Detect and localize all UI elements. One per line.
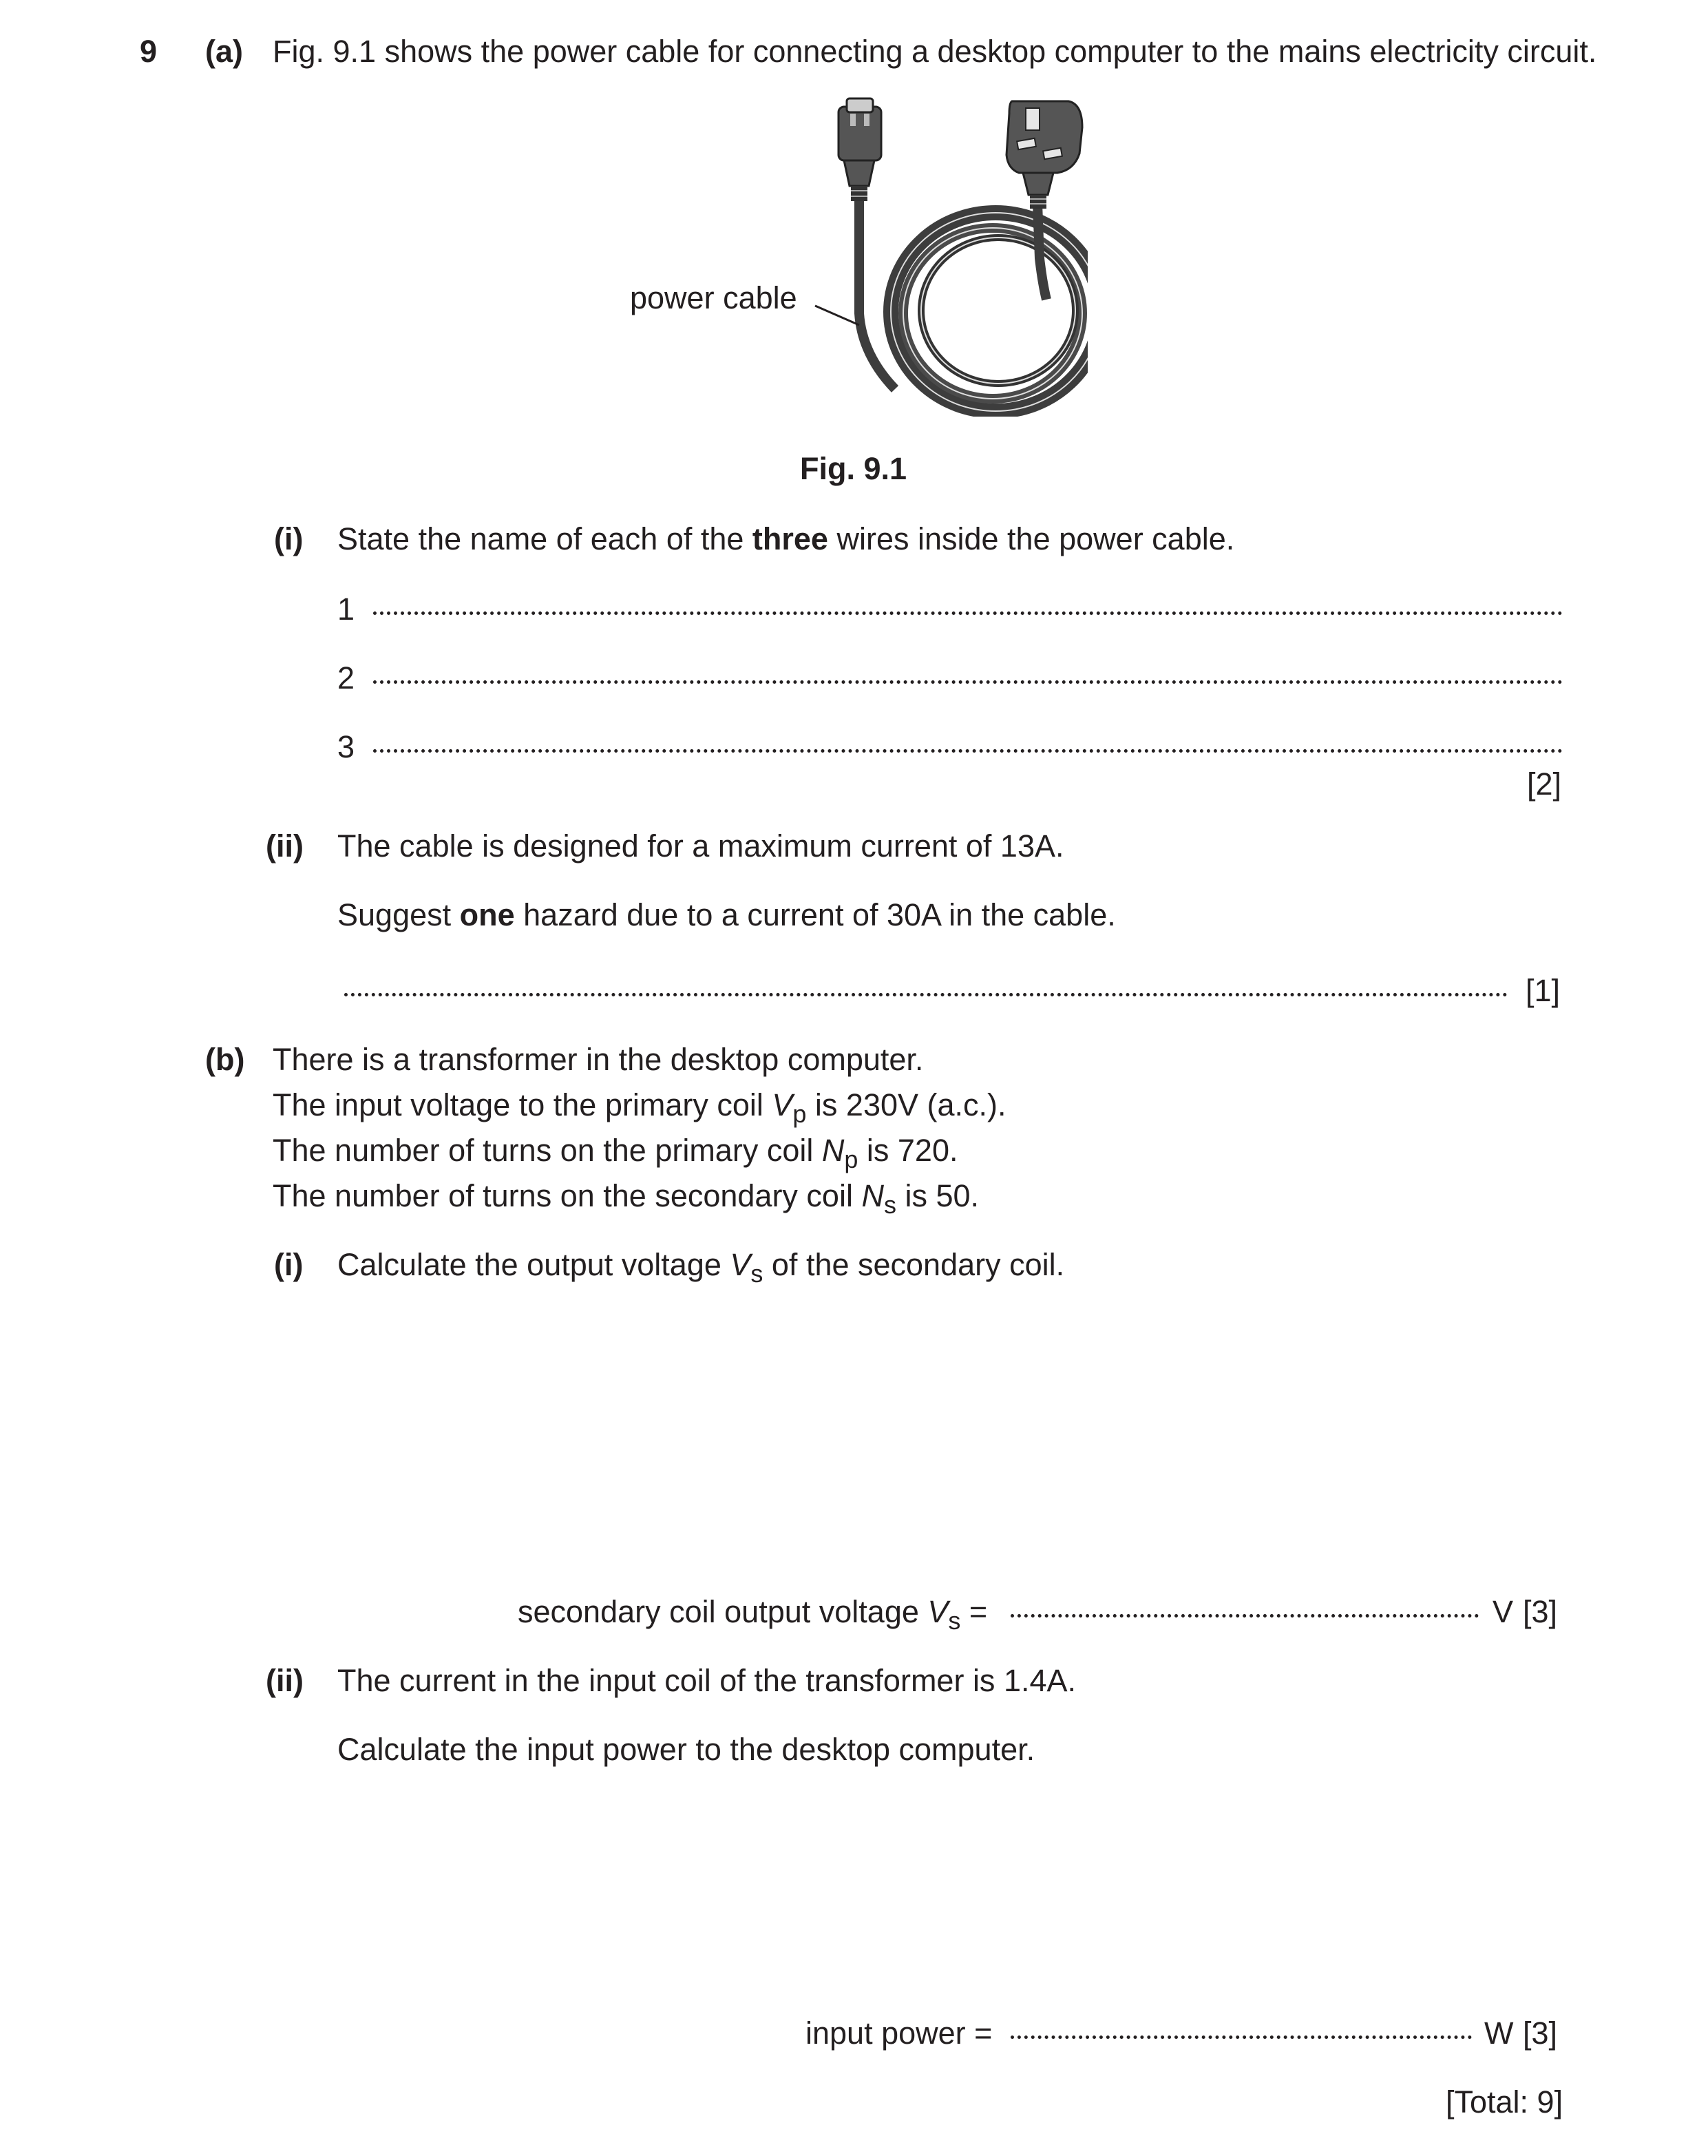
total-marks: [Total: 9] [1446,2084,1563,2120]
working-area-b-i[interactable] [337,1295,1563,1570]
answer-label-output-voltage: secondary coil output voltage $V_s$ = [518,1594,988,1635]
part-a-i-question: State the name of each of the three wires inside the power cable. [337,521,1235,556]
part-b-i-marks: [3] [1523,1594,1558,1629]
answer-line-1[interactable] [373,611,1563,615]
part-b-line3: The number of turns on the primary coil $N_p$ is 720. [273,1133,958,1173]
answer-line-number-2: 2 [337,660,355,695]
part-b-label: (b) [205,1042,245,1077]
part-a-intro: Fig. 9.1 shows the power cable for connecting a desktop computer to the mains electricity circuit. [273,34,1597,69]
part-b-ii-label: (ii) [266,1663,304,1698]
figure-label-power-cable: power cable [630,280,797,315]
part-b-ii-line2: Calculate the input power to the desktop computer. [337,1732,1035,1767]
part-b-i-label: (i) [274,1247,304,1282]
power-cable-illustration [812,93,1088,417]
part-a-ii-marks: [1] [1526,973,1561,1008]
part-a-i-label: (i) [274,521,304,556]
part-a-i-marks: [2] [1527,766,1562,802]
figure-caption: Fig. 9.1 [800,451,907,486]
working-area-b-ii[interactable] [337,1783,1563,1990]
part-b-i-question: Calculate the output voltage $V_s$ of the secondary coil. [337,1247,1065,1288]
part-b-ii-line1: The current in the input coil of the transformer is 1.4A. [337,1663,1077,1698]
part-a-ii-line1: The cable is designed for a maximum current of 13A. [337,828,1064,864]
unit-watts: W [1484,2016,1514,2051]
part-b-ii-marks: [3] [1523,2016,1558,2051]
part-a-label: (a) [205,34,243,69]
part-a-ii-line2: Suggest one hazard due to a current of 30A in the cable. [337,897,1116,932]
leader-line [812,303,867,331]
unit-volts: V [1493,1594,1514,1629]
answer-line-output-voltage[interactable] [1011,1614,1479,1618]
answer-line-number-1: 1 [337,592,355,627]
answer-line-hazard[interactable] [344,993,1508,996]
part-b-line1: There is a transformer in the desktop computer. [273,1042,924,1077]
part-b-line2: The input voltage to the primary coil $V_p$ is 230V (a.c.). [273,1087,1006,1128]
answer-line-input-power[interactable] [1011,2035,1472,2039]
power-cable-icon [812,93,1088,417]
answer-label-input-power: input power = [805,2016,993,2051]
answer-line-3[interactable] [373,749,1563,753]
answer-line-number-3: 3 [337,729,355,764]
question-number: 9 [140,34,158,69]
part-b-line4: The number of turns on the secondary coil $N_s$ is 50. [273,1178,980,1219]
part-a-ii-label: (ii) [266,828,304,864]
answer-line-2[interactable] [373,680,1563,684]
